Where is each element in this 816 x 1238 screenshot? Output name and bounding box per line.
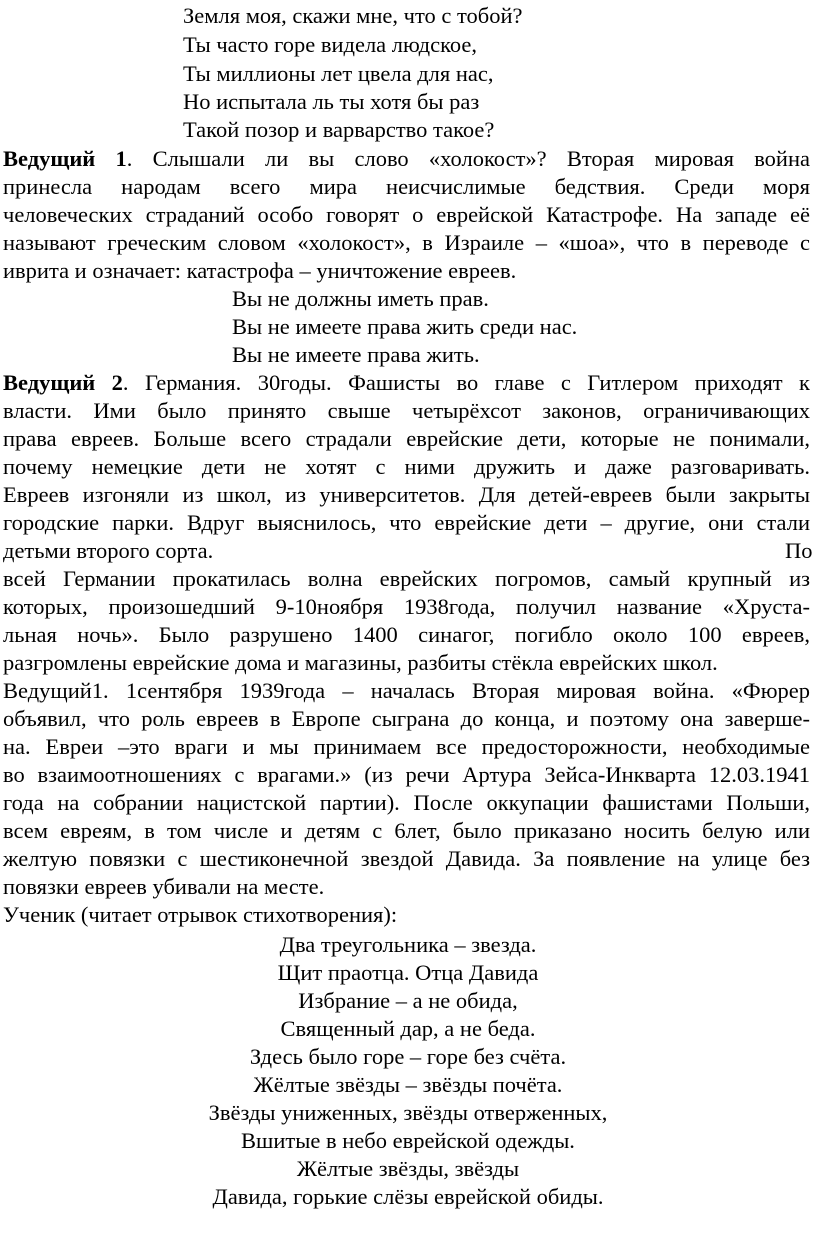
- paragraph-line: Евреев изгоняли из школ, из университетов. Для детей-евреев были закрыты: [3, 482, 810, 507]
- paragraph-line: По: [785, 538, 813, 563]
- poem-line: Ты часто горе видела людское,: [183, 32, 478, 57]
- poem-line: Но испытала ль ты хотя бы раз: [183, 89, 480, 114]
- paragraph-line: Ведущий 2. Германия. 30годы. Фашисты во главе с Гитлером приходят к: [3, 370, 810, 395]
- paragraph-line: называют греческим словом «холокост», в Израиле – «шоа», что в переводе с: [3, 230, 810, 255]
- poem-line: Земля моя, скажи мне, что с тобой?: [183, 3, 523, 28]
- paragraph-line: всей Германии прокатилась волна еврейских погромов, самый крупный из: [3, 566, 810, 591]
- poem-line: Вы не имеете права жить.: [232, 342, 480, 367]
- speaker-label: Ведущий 1: [3, 146, 127, 171]
- poem-line: Жёлтые звёзды, звёзды: [296, 1156, 520, 1181]
- poem-line: Вы не имеете права жить среди нас.: [232, 314, 578, 339]
- paragraph-line: человеческих страданий особо говорят о еврейской Катастрофе. На западе её: [3, 202, 810, 227]
- paragraph-line: почему немецкие дети не хотят с ними дружить и даже разговаривать.: [3, 454, 810, 479]
- poem-line: Щит праотца. Отца Давида: [277, 960, 539, 985]
- paragraph-line: Ведущий 1. Слышали ли вы слово «холокост»? Вторая мировая война: [3, 146, 810, 171]
- paragraph-line: года на собрании нацистской партии). После оккупации фашистами Польши,: [3, 790, 810, 815]
- paragraph-line: льная ночь». Было разрушено 1400 синагог, погибло около 100 евреев,: [3, 622, 810, 647]
- paragraph-line: всем евреям, в том числе и детям с 6лет, было приказано носить белую или: [3, 818, 810, 843]
- paragraph-line: повязки евреев убивали на месте.: [3, 874, 325, 899]
- poem-line: Здесь было горе – горе без счёта.: [249, 1044, 567, 1069]
- paragraph-line: детьми второго сорта.: [3, 538, 214, 563]
- poem-line: Священный дар, а не беда.: [280, 1016, 536, 1041]
- poem-line: Такой позор и варварство такое?: [183, 117, 495, 142]
- paragraph-line: желтую повязки с шестиконечной звездой Давида. За появление на улице без: [3, 846, 810, 871]
- paragraph-line: во взаимоотношениях с врагами.» (из речи Артура Зейса-Инкварта 12.03.1941: [3, 762, 810, 787]
- student-intro: Ученик (читает отрывок стихотворения):: [3, 902, 398, 927]
- poem-line: Жёлтые звёзды – звёзды почёта.: [253, 1072, 563, 1097]
- paragraph-line: разгромлены еврейские дома и магазины, разбиты стёкла еврейских школ.: [3, 650, 718, 675]
- poem-line: Давида, горькие слёзы еврейской обиды.: [212, 1184, 604, 1209]
- paragraph-line: объявил, что роль евреев в Европе сыграна до конца, и поэтому она заверше-: [3, 706, 810, 731]
- poem-line: Вы не должны иметь прав.: [232, 286, 489, 311]
- speaker-label: Ведущий 2: [3, 370, 123, 395]
- poem-line: Избрание – а не обида,: [298, 988, 518, 1013]
- paragraph-line: власти. Ими было принято свыше четырёхсот законов, ограничивающих: [3, 398, 810, 423]
- paragraph-line: Ведущий1. 1сентября 1939года – началась Вторая мировая война. «Фюрер: [3, 678, 810, 703]
- poem-line: Вшитые в небо еврейской одежды.: [241, 1128, 575, 1153]
- paragraph-line: иврита и означает: катастрофа – уничтожение евреев.: [3, 258, 517, 283]
- poem-line: Два треугольника – звезда.: [279, 932, 537, 957]
- poem-line: Звёзды униженных, звёзды отверженных,: [208, 1100, 608, 1125]
- paragraph-line: права евреев. Больше всего страдали еврейские дети, которые не понимали,: [3, 426, 810, 451]
- paragraph-line: на. Евреи –это враги и мы принимаем все предосторожности, необходимые: [3, 734, 810, 759]
- poem-line: Ты миллионы лет цвела для нас,: [183, 61, 494, 86]
- paragraph-line: которых, произошедший 9-10ноября 1938года, получил название «Хруста-: [3, 594, 810, 619]
- paragraph-line: городские парки. Вдруг выяснилось, что еврейские дети – другие, они стали: [3, 510, 810, 535]
- paragraph-line: принесла народам всего мира неисчислимые бедствия. Среди моря: [3, 174, 810, 199]
